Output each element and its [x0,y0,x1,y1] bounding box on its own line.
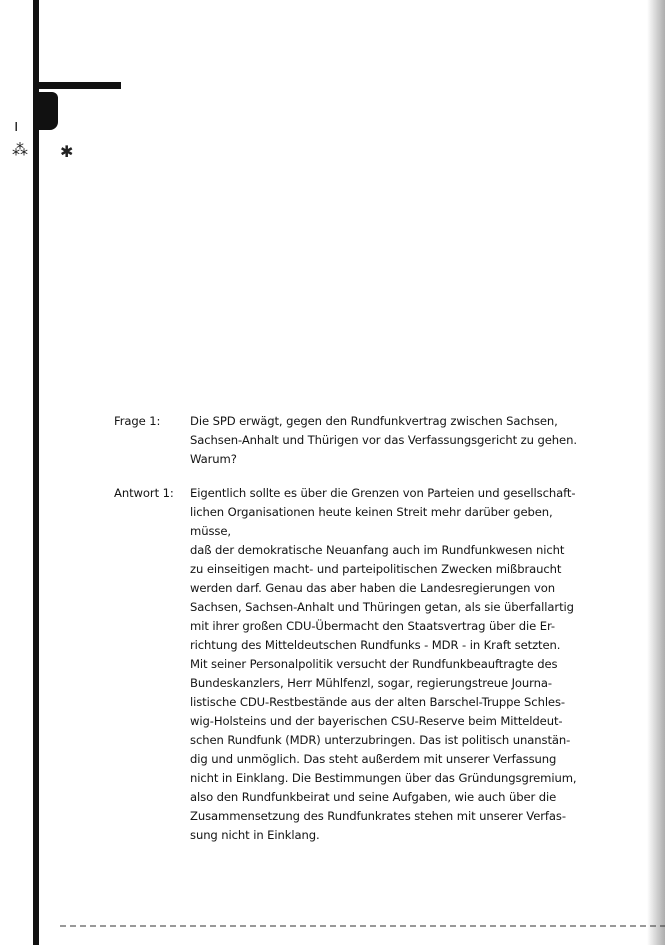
scan-speck: ✱ [60,142,74,161]
answer-text: Eigentlich sollte es über die Grenzen von Parteien und gesellschaft- lichen Organisationen heute keinen Streit mehr darüber geben, müsse, daß der demokratische Neuanfang auch im Rundfunkwesen nicht zu einseitigen macht- und parteipolitischen Zwecken mißbraucht werden darf. Genau das aber haben die Landesregierungen von Sachsen, Sachsen-Anhalt und Thüringen getan, als sie überfallartig mit ihrer großen CDU-Übermacht den Staatsvertrag über die Er- richtung des Mitteldeutschen Rundfunks - MDR - in Kraft setzten. Mit seiner Personalpolitik versucht der Rundfunkbeauftragte des Bundeskanzlers, Herr Mühlfenzl, sogar, regierungstreue Journa- listische CDU-Restbestände aus der alten Barschel-Truppe Schles- wig-Holsteins und der bayerischen CSU-Reserve beim Mitteldeut- schen Rundfunk (MDR) unterzubringen. Das ist politisch unanstän- dig und unmöglich. Das steht außerdem mit unserer Verfassung nicht in Einklang. Die Bestimmungen über das Gründungsgremium, also den Rundfunkbeirat und seine Aufgaben, wie auch über die Zusammensetzung des Rundfunkrates stehen mit unserer Verfas- sung nicht in Einklang. [190,486,577,842]
question-text: Die SPD erwägt, gegen den Rundfunkvertrag zwischen Sachsen, Sachsen-Anhalt und Thürigen vor das Verfassungsgericht zu gehen. Warum? [190,414,577,466]
scan-artifact-bottom-edge [60,925,665,927]
scan-artifact-top-blob [33,82,121,89]
question-label: Frage 1: [114,414,161,428]
scan-artifact-left-bar [33,0,39,945]
answer-block [114,484,584,845]
answer-label: Antwort 1: [114,486,174,500]
scan-speck: ı [14,116,19,135]
question-block [114,412,584,469]
scan-artifact-right-edge [647,0,665,945]
scan-artifact-mid-blob [36,92,58,130]
scan-speck: ⁂ [12,140,28,159]
